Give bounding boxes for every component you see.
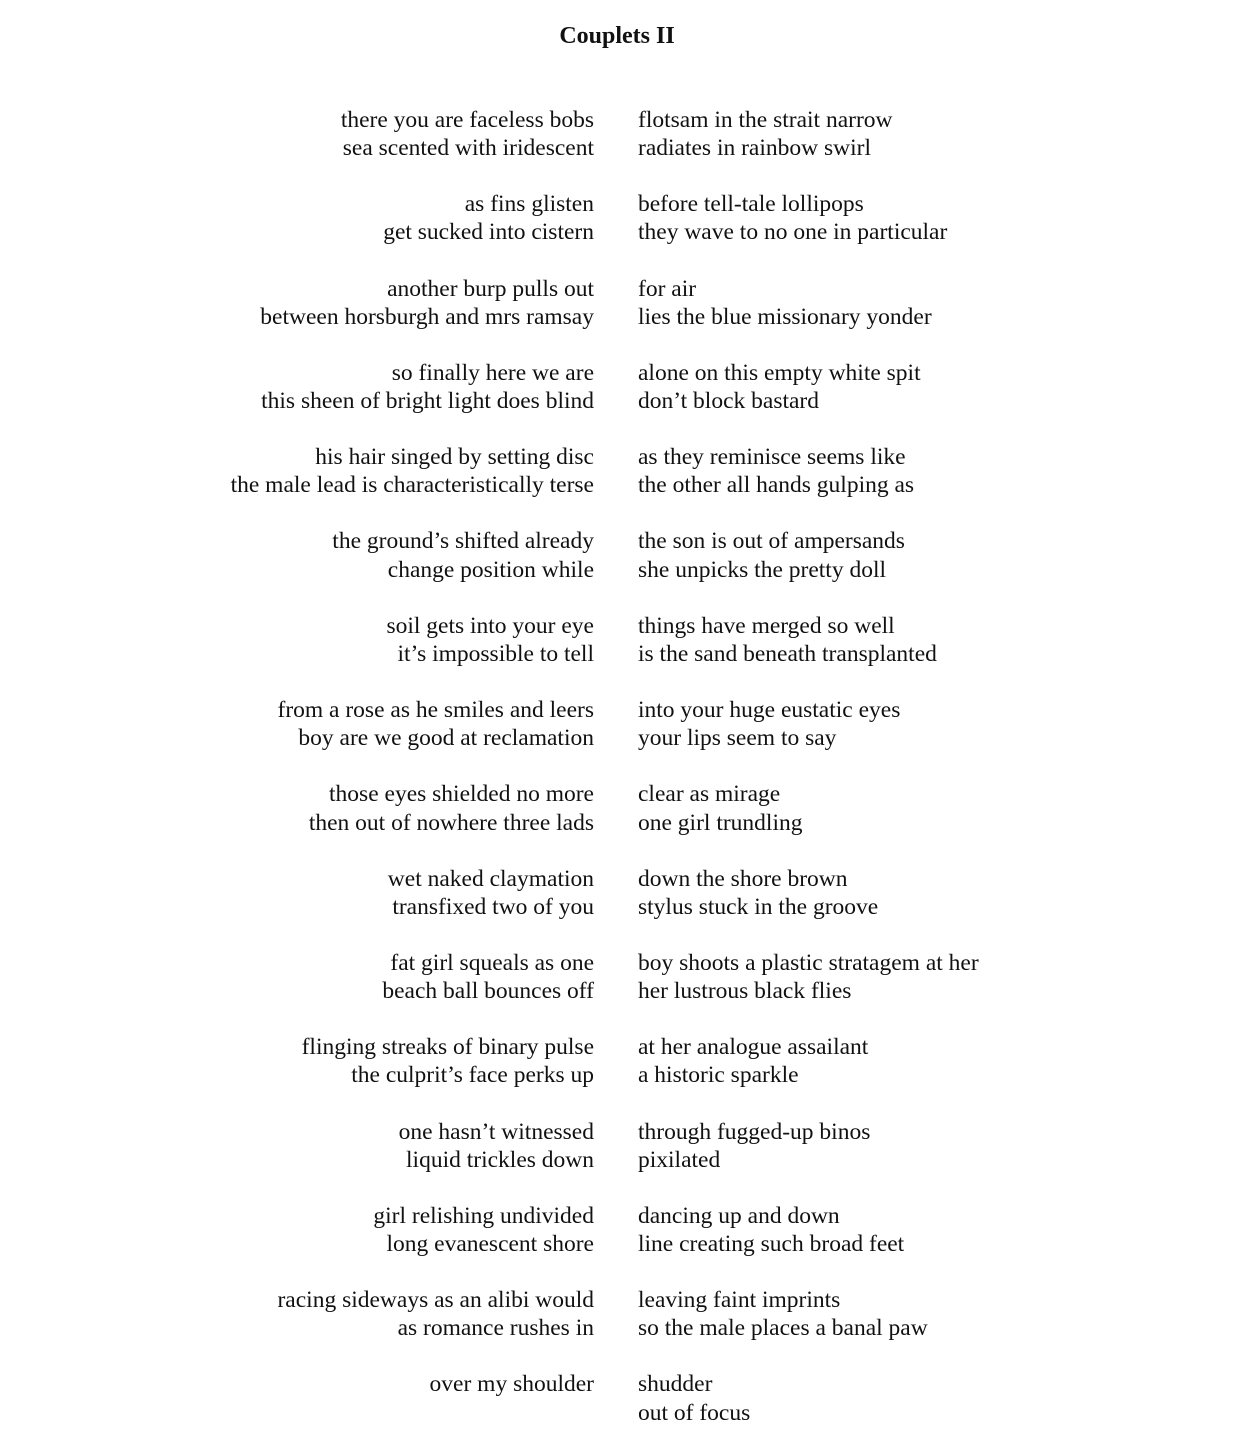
poem-line: boy are we good at reclamation <box>298 725 594 752</box>
stanza-left-column <box>386 612 594 668</box>
poem-line: sea scented with iridescent <box>342 135 594 162</box>
stanza-left-column <box>302 1033 594 1089</box>
stanza <box>0 443 1240 499</box>
poem-line: stylus stuck in the groove <box>638 893 879 920</box>
poem-line: at her analogue assailant <box>638 1034 869 1061</box>
stanza-right-column <box>638 1286 928 1342</box>
poem-line: wet naked claymation <box>387 865 594 892</box>
poem-line: the son is out of ampersands <box>638 528 905 555</box>
poem-line: line creating such broad feet <box>638 1231 905 1258</box>
poem-line: clear as mirage <box>638 781 781 808</box>
stanza <box>0 190 1240 246</box>
poem-line: alone on this empty white spit <box>638 359 921 386</box>
poem-line: shudder <box>638 1371 713 1398</box>
stanza-left-column <box>388 865 594 921</box>
poem-line: so the male places a banal paw <box>638 1315 928 1342</box>
poem-line: a historic sparkle <box>638 1062 799 1089</box>
stanza-left-column <box>278 696 595 752</box>
stanza <box>0 1118 1240 1174</box>
stanza-right-column <box>638 275 932 331</box>
poem-line: lies the blue missionary yonder <box>638 303 932 330</box>
stanza-left-column <box>261 359 594 415</box>
stanza-right-column <box>638 106 893 162</box>
poem-line: as they reminisce seems like <box>638 444 906 471</box>
stanza <box>0 359 1240 415</box>
poem-line: for air <box>638 275 697 302</box>
poem-line: those eyes shielded no more <box>329 781 594 808</box>
stanza <box>0 1202 1240 1258</box>
stanza-right-column <box>638 190 947 246</box>
stanza-right-column <box>638 1202 904 1258</box>
poem-line: soil gets into your eye <box>386 612 594 639</box>
stanza <box>0 1286 1240 1342</box>
poem-line: radiates in rainbow swirl <box>638 135 871 162</box>
poem-line: over my shoulder <box>429 1371 594 1398</box>
poem-line: leaving faint imprints <box>638 1287 841 1314</box>
poem-line: racing sideways as an alibi would <box>277 1287 594 1314</box>
poem-line: his hair singed by setting disc <box>315 444 594 471</box>
poem-line: the male lead is characteristically terse <box>230 472 594 499</box>
stanza <box>0 780 1240 836</box>
stanza <box>0 949 1240 1005</box>
stanza-right-column <box>638 780 802 836</box>
stanza-left-column <box>309 780 594 836</box>
stanza-right-column <box>638 612 937 668</box>
poem-line: get sucked into cistern <box>383 219 594 246</box>
stanza <box>0 106 1240 162</box>
stanza-right-column <box>638 527 905 583</box>
poem-line: then out of nowhere three lads <box>308 809 594 836</box>
poem-line: out of focus <box>638 1399 751 1426</box>
poem-line: girl relishing undivided <box>373 1202 594 1229</box>
stanza-left-column <box>430 1370 594 1398</box>
stanza-left-column <box>332 527 594 583</box>
poem-line: from a rose as he smiles and leers <box>277 697 594 724</box>
stanza-left-column <box>260 275 594 331</box>
stanza-right-column <box>638 696 900 752</box>
poem-line: pixilated <box>638 1146 721 1173</box>
stanza <box>0 865 1240 921</box>
stanza-left-column <box>373 1202 594 1258</box>
stanza-left-column <box>383 190 594 246</box>
poem-line: is the sand beneath transplanted <box>638 640 937 667</box>
poem-line: through fugged-up binos <box>638 1118 871 1145</box>
poem-line: between horsburgh and mrs ramsay <box>260 303 594 330</box>
stanza-right-column <box>638 949 979 1005</box>
stanza-right-column <box>638 443 914 499</box>
page-title: Couplets II <box>559 23 675 49</box>
stanza-left-column <box>277 1286 594 1342</box>
poem-body <box>0 106 1240 1455</box>
poem-line: flotsam in the strait narrow <box>638 107 893 133</box>
poem-line: things have merged so well <box>638 612 895 639</box>
poem-line: another burp pulls out <box>387 275 594 302</box>
poem-line: before tell-tale lollipops <box>638 191 864 218</box>
stanza-left-column <box>382 949 594 1005</box>
poem-line: change position while <box>387 556 594 583</box>
poem-line: as fins glisten <box>464 191 594 218</box>
stanza-left-column <box>341 106 594 162</box>
stanza <box>0 612 1240 668</box>
stanza <box>0 1370 1240 1426</box>
stanza-right-column <box>638 359 921 415</box>
poem-line: this sheen of bright light does blind <box>261 388 594 415</box>
poem-line: liquid trickles down <box>406 1146 594 1173</box>
poem-line: the culprit’s face perks up <box>351 1062 594 1089</box>
poem-line: one hasn’t witnessed <box>398 1118 594 1145</box>
poem-line: boy shoots a plastic stratagem at her <box>638 949 979 976</box>
poem-line: they wave to no one in particular <box>638 219 948 246</box>
stanza-right-column <box>638 1033 868 1089</box>
stanza-left-column <box>399 1118 594 1174</box>
poem-line: so finally here we are <box>391 359 594 386</box>
poem-line: beach ball bounces off <box>382 978 594 1005</box>
poem-line: fat girl squeals as one <box>390 949 594 976</box>
poem-line: transfixed two of you <box>392 893 594 920</box>
poem-line: flinging streaks of binary pulse <box>301 1034 594 1061</box>
poem-line: the ground’s shifted already <box>332 528 594 555</box>
poem-line: dancing up and down <box>638 1202 840 1229</box>
stanza <box>0 527 1240 583</box>
stanza-right-column <box>638 1370 750 1426</box>
stanza-right-column <box>638 865 878 921</box>
poem-line: there you are faceless bobs <box>340 107 594 133</box>
stanza <box>0 275 1240 331</box>
poem-line: one girl trundling <box>638 809 803 836</box>
poem-line: it’s impossible to tell <box>397 640 594 667</box>
poem-line: into your huge eustatic eyes <box>638 697 901 724</box>
poem-line: she unpicks the pretty doll <box>638 556 887 583</box>
poem-line: down the shore brown <box>638 865 848 892</box>
stanza <box>0 696 1240 752</box>
poem-line: your lips seem to say <box>638 725 837 752</box>
poem-line: long evanescent shore <box>386 1231 594 1258</box>
poem-line: as romance rushes in <box>397 1315 594 1342</box>
stanza-right-column <box>638 1118 870 1174</box>
poem-line: the other all hands gulping as <box>638 472 915 499</box>
poem-line: don’t block bastard <box>638 388 820 415</box>
stanza-left-column <box>231 443 594 499</box>
stanza <box>0 1033 1240 1089</box>
poem-line: her lustrous black flies <box>638 978 852 1005</box>
